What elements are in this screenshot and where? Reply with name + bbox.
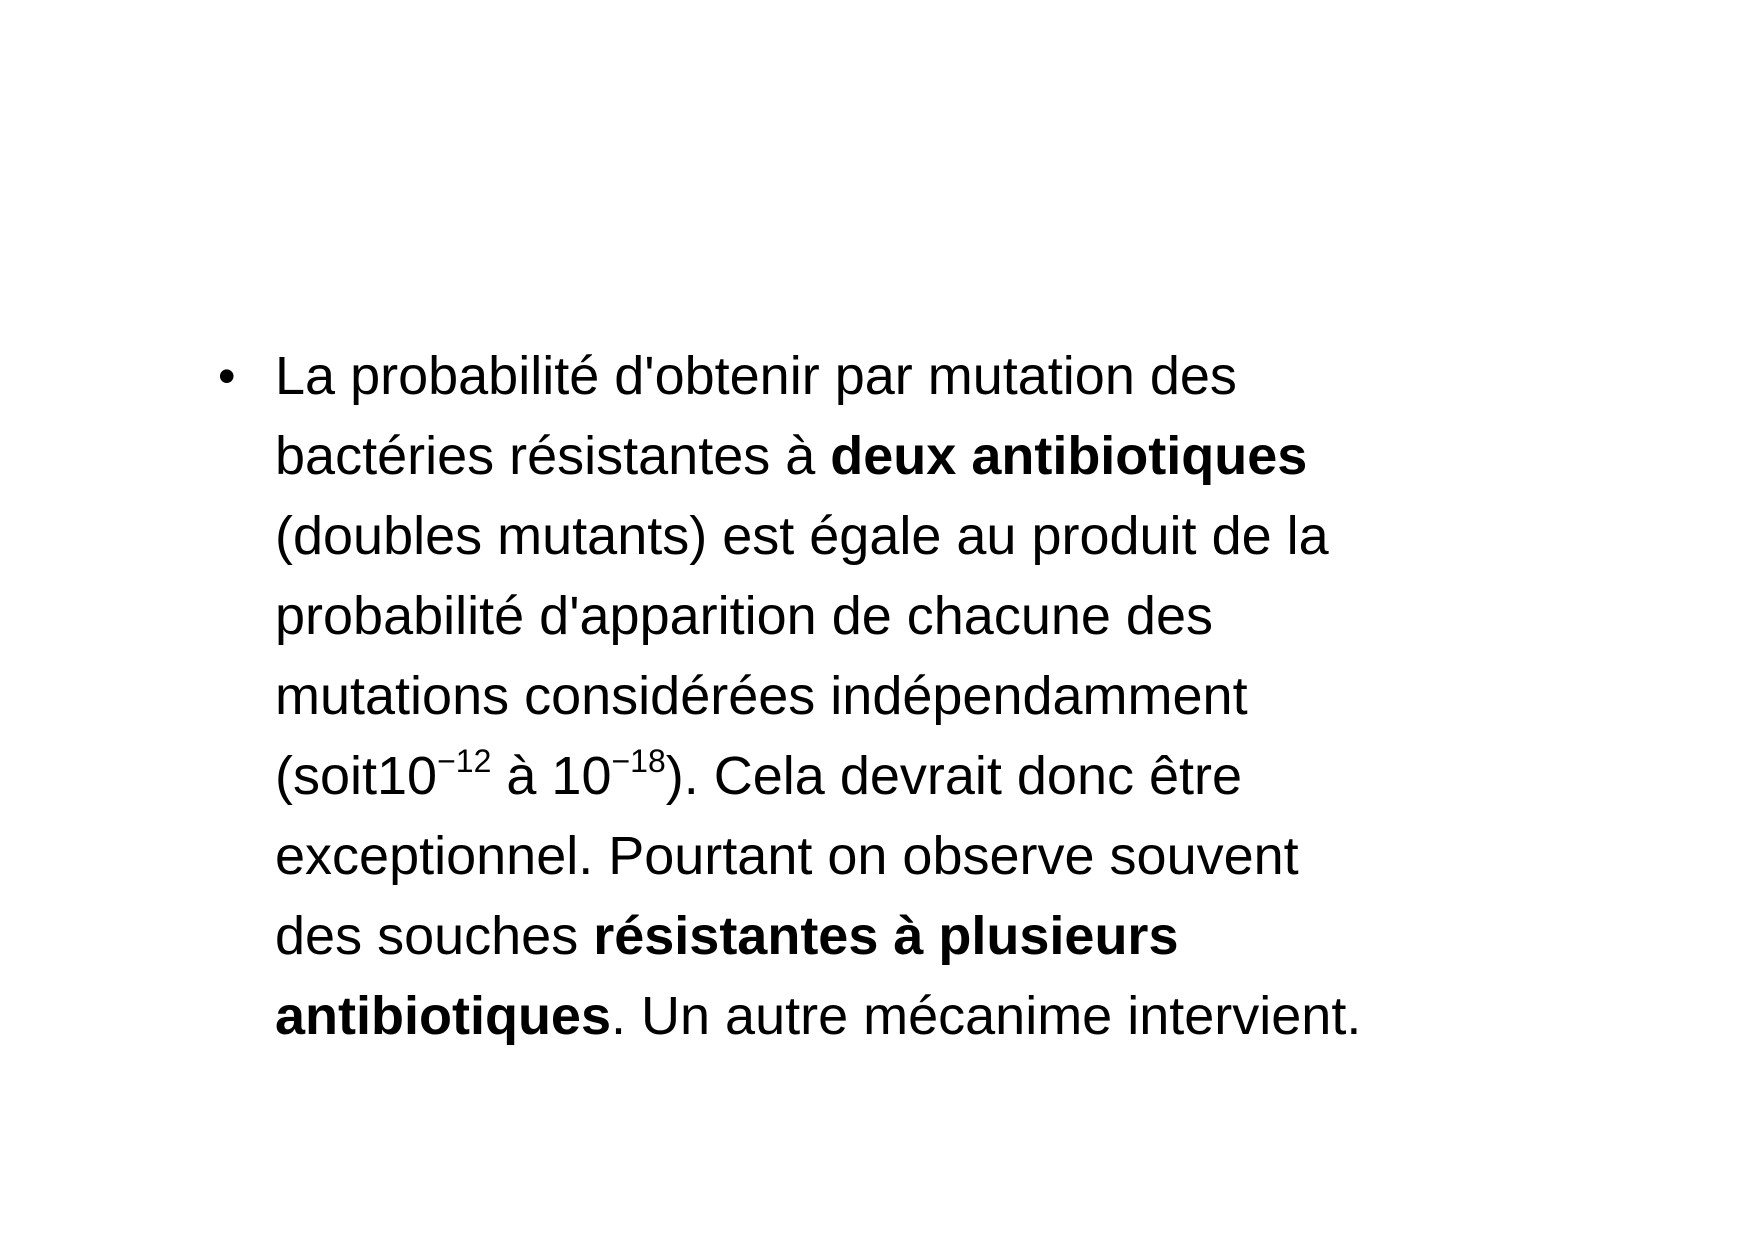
bullet-text [275, 336, 1545, 1056]
text-run: exceptionnel. Pourtant on observe souvent [275, 826, 1299, 886]
text-run: ). Cela devrait donc être [665, 746, 1243, 806]
bullet-marker: • [218, 348, 236, 404]
text-run: des souches [275, 906, 594, 966]
text-line-3 [275, 496, 1545, 576]
emphasis-text: deux antibiotiques [830, 426, 1308, 486]
text-line-8 [275, 896, 1545, 976]
emphasis-text: antibiotiques [275, 986, 611, 1046]
exponent: −12 [437, 743, 492, 779]
emphasis-text: résistantes à plusieurs [593, 906, 1179, 966]
text-run: . Un autre mécanime intervient. [611, 986, 1362, 1046]
exponent: −18 [611, 743, 666, 779]
text-run: à 10 [491, 746, 612, 806]
text-line-1 [275, 336, 1545, 416]
text-run: bactéries résistantes à [275, 426, 831, 486]
text-line-6 [275, 736, 1545, 816]
text-run: probabilité d'apparition de chacune des [275, 586, 1213, 646]
text-line-9 [275, 976, 1545, 1056]
text-run: (soit10 [275, 746, 438, 806]
text-run: La probabilité d'obtenir par mutation des [275, 346, 1237, 406]
text-line-7 [275, 816, 1545, 896]
text-line-5 [275, 656, 1545, 736]
text-run: (doubles mutants) est égale au produit de la [275, 506, 1329, 566]
text-line-2 [275, 416, 1545, 496]
text-line-4 [275, 576, 1545, 656]
text-run: mutations considérées indépendamment [275, 666, 1248, 726]
